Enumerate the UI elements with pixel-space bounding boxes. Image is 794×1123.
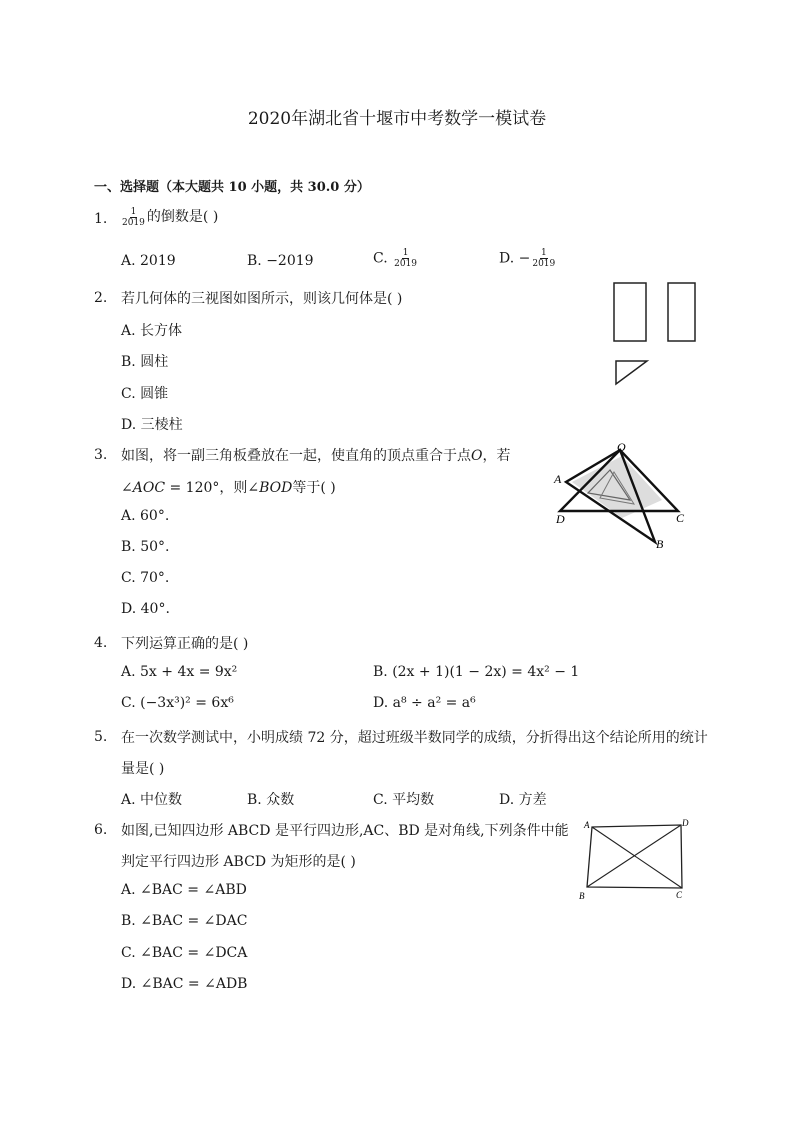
label-a: A xyxy=(554,472,562,486)
q1-number: 1. xyxy=(94,211,108,227)
q1-option-b[interactable]: B. −2019 xyxy=(247,253,314,269)
q3-angle-bod: ∠BOD xyxy=(247,480,293,496)
q4-number: 4. xyxy=(94,635,108,651)
q1-option-d-fraction xyxy=(531,248,556,269)
q2-number: 2. xyxy=(94,290,108,306)
parallelogram-figure xyxy=(575,815,700,905)
q1-d-denominator: 2019 xyxy=(532,259,556,269)
q4-stem: 下列运算正确的是( ) xyxy=(121,636,249,652)
q3-option-b[interactable]: B. 50°. xyxy=(121,539,170,555)
q2-stem: 若几何体的三视图如图所示，则该几何体是( ) xyxy=(121,291,403,307)
q3-option-a[interactable]: A. 60°. xyxy=(121,508,170,524)
q1-frac-numerator: 1 xyxy=(130,206,137,217)
q5-option-a[interactable]: A. 中位数 xyxy=(121,792,183,808)
label-d: D xyxy=(556,512,565,526)
q4-option-a[interactable]: A. 5x + 4x = 9x² xyxy=(121,664,238,680)
side-view-rect xyxy=(668,283,695,341)
q6-stem-line1: 如图,已知四边形 ABCD 是平行四边形,AC、BD 是对角线,下列条件中能 xyxy=(121,823,569,839)
q5-option-d[interactable]: D. 方差 xyxy=(499,792,547,808)
q5-stem-line2: 量是( ) xyxy=(121,761,165,777)
label-b: B xyxy=(579,891,585,901)
q1-option-d[interactable] xyxy=(499,248,557,269)
q5-option-b[interactable]: B. 众数 xyxy=(247,792,295,808)
q3-equation: = 120°，则 xyxy=(165,480,248,496)
label-a: A xyxy=(584,820,590,830)
q3-angle-aoc: ∠AOC xyxy=(121,480,166,496)
front-view-rect xyxy=(614,283,646,341)
q4-option-b[interactable]: B. (2x + 1)(1 − 2x) = 4x² − 1 xyxy=(373,664,580,680)
q3-question: 等于( ) xyxy=(292,480,336,496)
q6-option-b[interactable]: B. ∠BAC = ∠DAC xyxy=(121,913,248,929)
q2-option-b[interactable]: B. 圆柱 xyxy=(121,354,169,370)
q3-option-c[interactable]: C. 70°. xyxy=(121,570,170,586)
q1-option-c-fraction xyxy=(393,248,418,269)
label-c: C xyxy=(676,511,685,525)
triangle-ruler-figure xyxy=(550,438,700,553)
q3-point-o: O xyxy=(471,448,483,464)
q1-c-numerator: 1 xyxy=(402,248,409,258)
page-title: 2020年湖北省十堰市中考数学一模试卷 xyxy=(247,109,547,129)
q1-d-numerator: 1 xyxy=(540,248,547,258)
diagonal-ac xyxy=(592,827,682,888)
q6-option-a[interactable]: A. ∠BAC = ∠ABD xyxy=(121,882,247,898)
q4-option-c[interactable]: C. (−3x³)² = 6x⁶ xyxy=(121,695,234,711)
label-b: B xyxy=(656,537,664,551)
q5-number: 5. xyxy=(94,729,108,745)
q1-option-d-label: D. − xyxy=(499,250,531,267)
q3-stem-line1 xyxy=(121,445,510,465)
q3-stem-line2 xyxy=(121,477,336,497)
q6-stem-line2: 判定平行四边形 ABCD 为矩形的是( ) xyxy=(121,854,356,870)
q6-option-d[interactable]: D. ∠BAC = ∠ADB xyxy=(121,976,248,992)
q4-option-d[interactable]: D. a⁸ ÷ a² = a⁶ xyxy=(373,695,476,711)
q3-stem-text: 如图，将一副三角板叠放在一起，使直角的顶点重合于点 xyxy=(121,448,471,464)
label-c: C xyxy=(676,890,683,900)
q6-option-c[interactable]: C. ∠BAC = ∠DCA xyxy=(121,945,248,961)
q1-option-c-label: C. xyxy=(373,250,388,267)
q2-option-a[interactable]: A. 长方体 xyxy=(121,323,183,339)
q5-stem-line1: 在一次数学测试中，小明成绩 72 分，超过班级半数同学的成绩，分折得出这个结论所用的统计 xyxy=(121,730,708,746)
q5-option-c[interactable]: C. 平均数 xyxy=(373,792,435,808)
q3-number: 3. xyxy=(94,447,108,463)
q1-stem xyxy=(120,206,218,228)
q1-frac-denominator: 2019 xyxy=(122,217,145,228)
q2-option-d[interactable]: D. 三棱柱 xyxy=(121,417,183,433)
q3-option-d[interactable]: D. 40°. xyxy=(121,601,170,617)
label-o: O xyxy=(617,440,626,454)
q1-stem-text: 的倒数是( ) xyxy=(146,209,219,225)
q1-fraction xyxy=(121,207,146,228)
q2-option-c[interactable]: C. 圆锥 xyxy=(121,386,169,402)
q1-option-a[interactable]: A. 2019 xyxy=(121,253,176,269)
label-d: D xyxy=(682,818,689,828)
q3-stem-tail: ，若 xyxy=(482,448,511,464)
top-view-triangle xyxy=(616,361,647,384)
q1-option-c[interactable] xyxy=(373,248,419,269)
section-heading: 一、选择题（本大题共 10 小题，共 30.0 分） xyxy=(94,180,370,195)
q6-number: 6. xyxy=(94,822,108,838)
three-view-figure xyxy=(610,280,700,390)
overlap-shade xyxy=(572,456,662,518)
q1-c-denominator: 2019 xyxy=(394,259,418,269)
